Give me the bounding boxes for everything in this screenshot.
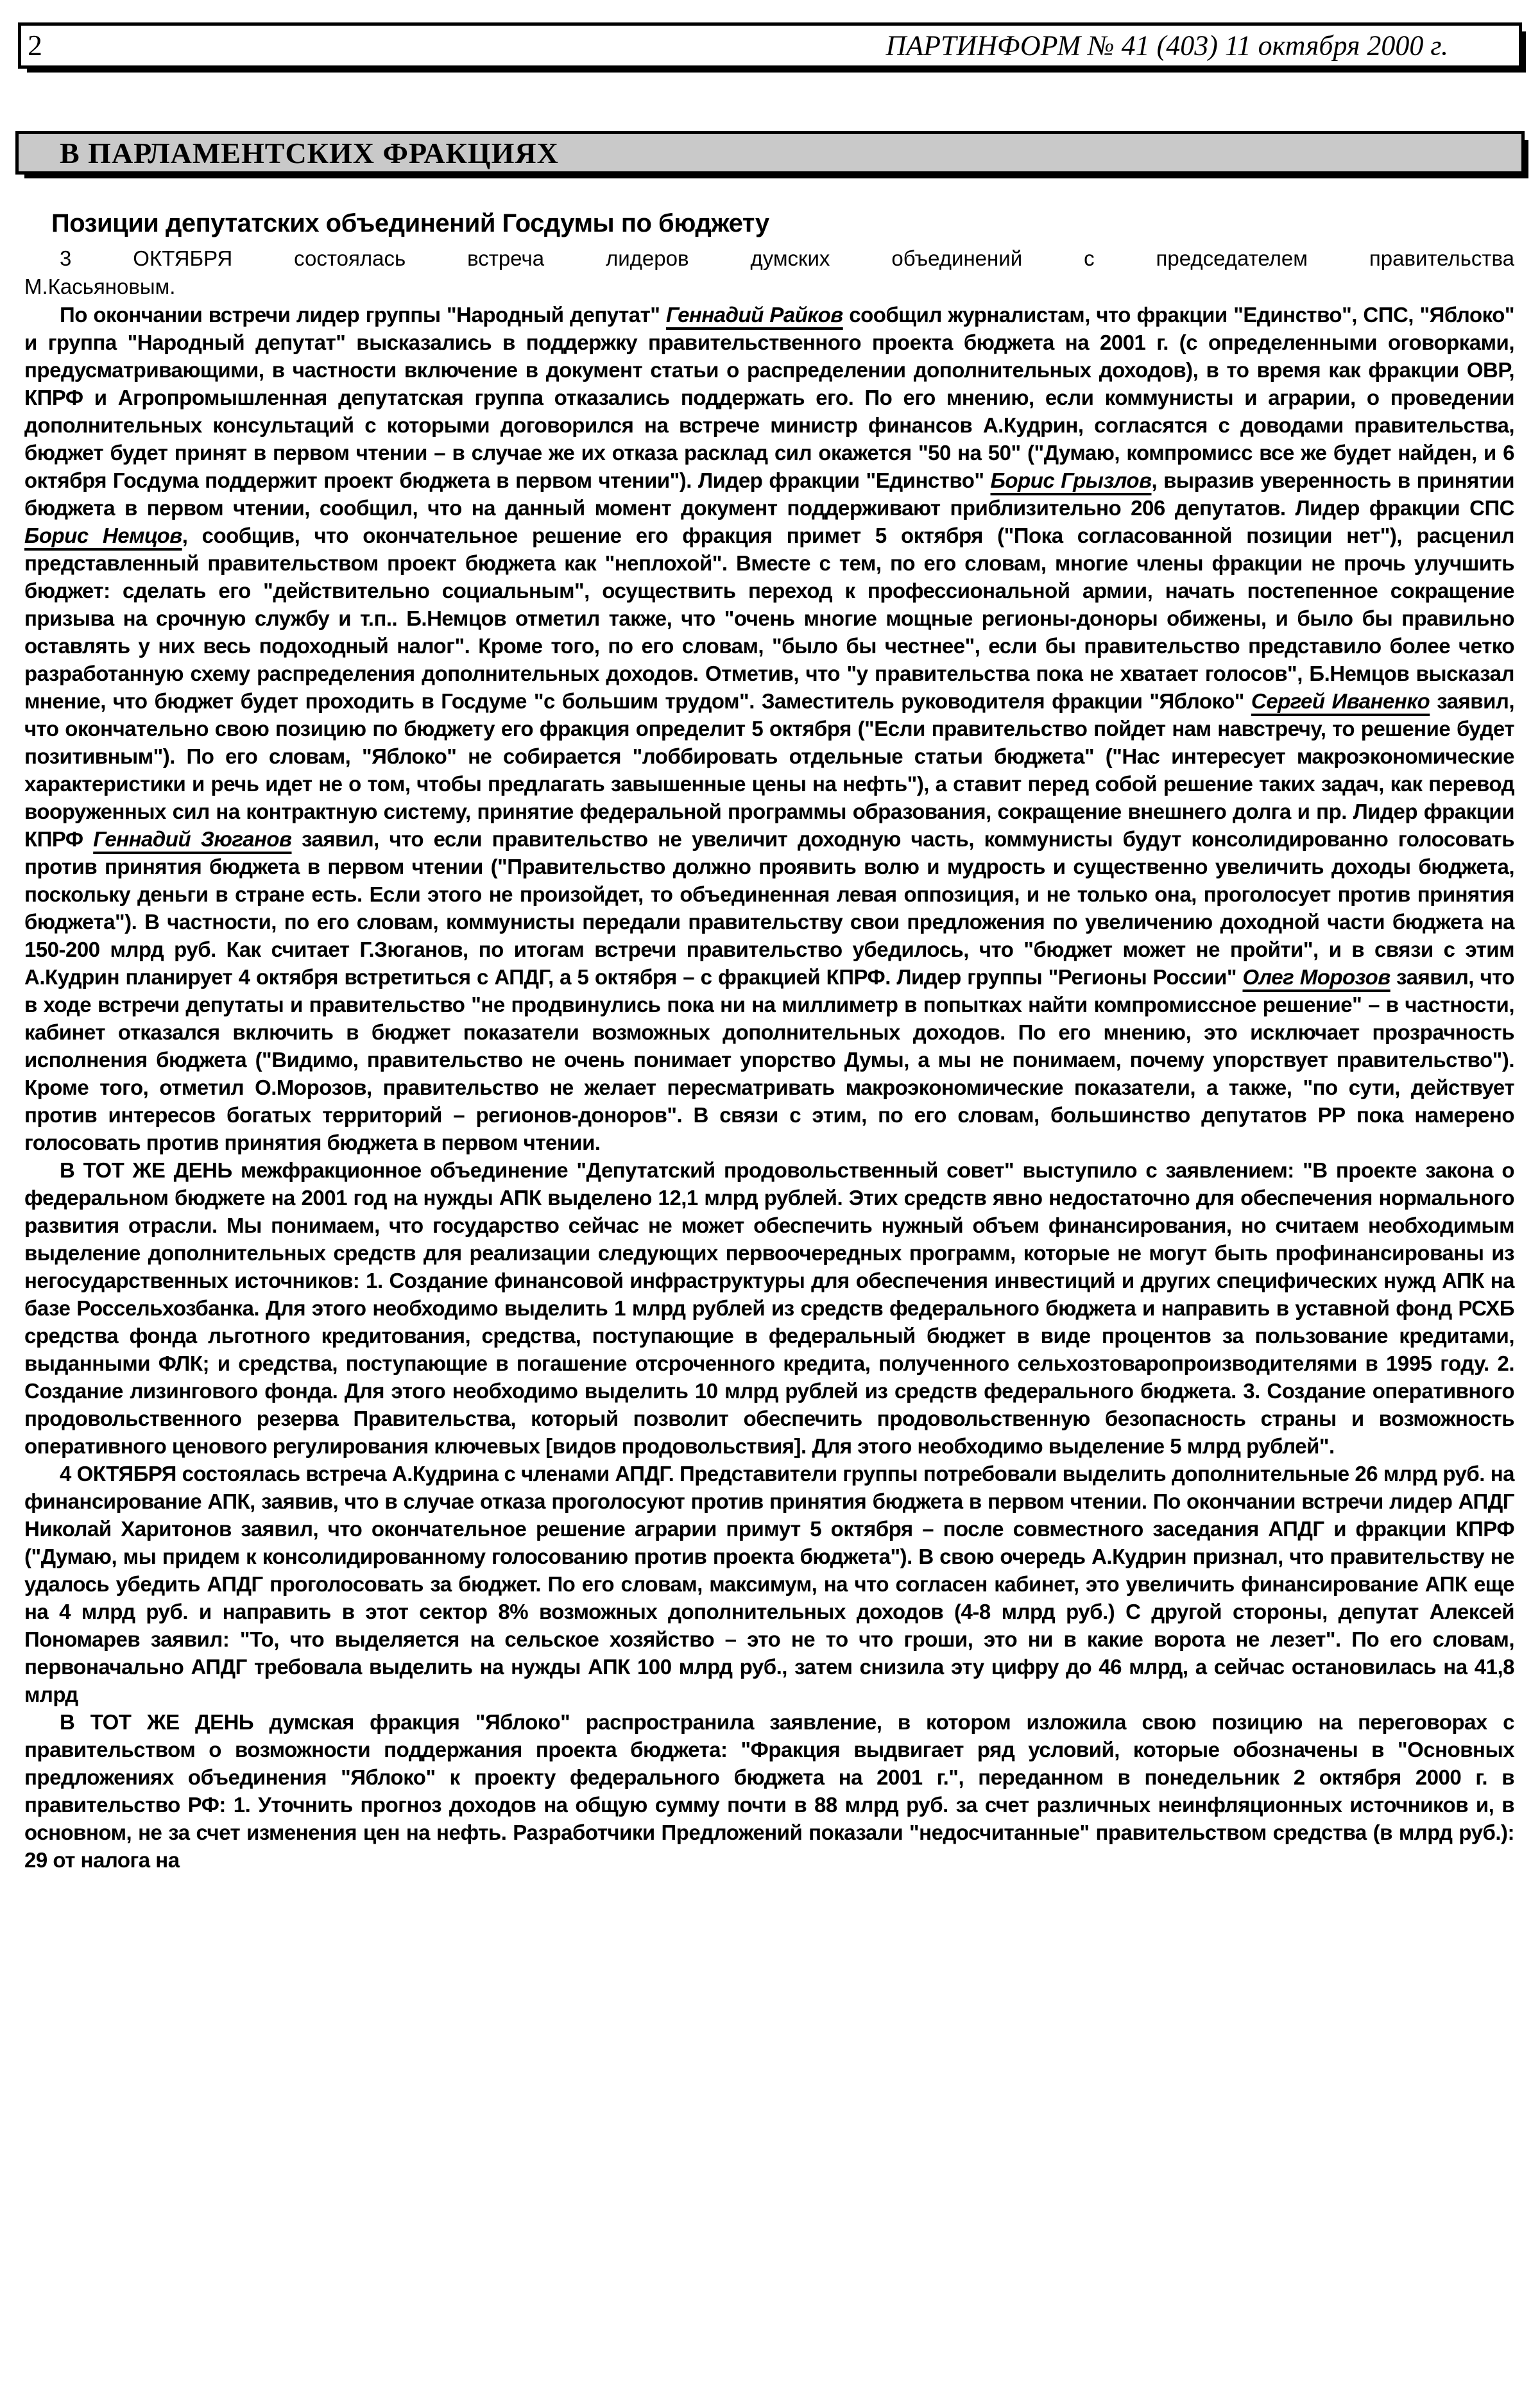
- section-banner: [15, 131, 1525, 175]
- section-banner-label: В ПАРЛАМЕНТСКИХ ФРАКЦИЯХ: [60, 136, 559, 169]
- paragraph-meeting-leaders: [24, 301, 1514, 1156]
- text-segment: По окончании встречи лидер группы "Народный депутат": [60, 303, 666, 327]
- paragraph-food-council-statement: [24, 1156, 1514, 1460]
- text-segment: В ТОТ ЖЕ ДЕНЬ межфракционное объединение "Депутатский продовольственный совет" выступило с заявлением: "В проекте закона о федеральном бюджете на 2001 год на нужды АПК выделено 12,1 млрд рублей. Этих средств явно недостаточно для обеспечения нормального развития отрасли. Мы понимаем, что государство сейчас не может обеспечить нужный объем финансирования, но считаем необходимым выделение дополнительных средств для реализации следующих первоочередных программ, которые не могут быть профинансированы из негосударственных источников: 1. Создание финансовой инфраструктуры для обеспечения инвестиций и других специфических нужд АПК на базе Россельхозбанка. Для этого необходимо выделить 1 млрд рублей из средств федерального бюджета и направить в уставной фонд РСХБ средства фонда льготного кредитования, средства, поступающие в федеральный бюджет в виде процентов за пользование кредитами, выданными ФЛК; и средства, поступающие в погашение отсроченного кредита, полученного сельхозтоваропроизводителями в 1995 году. 2. Создание лизингового фонда. Для этого необходимо выделить 10 млрд рублей из средств федерального бюджета. 3. Создание оперативного продовольственного резерва Правительства, который позволит обеспечить продовольственную безопасность страны и возможность оперативного ценового регулирования ключевых [видов продовольствия]. Для этого необходимо выделение 5 млрд рублей".: [24, 1158, 1514, 1458]
- article-body: [24, 209, 1514, 1874]
- lead-paragraph: [24, 244, 1514, 301]
- text-segment: заявил, что если правительство не увеличит доходную часть, коммунисты будут консолидированно голосовать против принятия бюджета в первом чтении ("Правительство должно проявить волю и мудрость и существенно увеличить доходы бюджета, поскольку деньги в стране есть. Если этого не произойдет, то объединенная левая оппозиция, и не только она, проголосует против принятия бюджета"). В частности, по его словам, коммунисты передали правительству свои предложения по увеличению доходной части бюджета на 150-200 млрд руб. Как считает Г.Зюганов, по итогам встречи правительство убедилось, что "бюджет может не пройти", и в связи с этим А.Кудрин планирует 4 октября встретиться с АПДГ, а 5 октября – с фракцией КПРФ. Лидер группы "Регионы России": [24, 827, 1514, 989]
- paragraph-kudrin-apdg-meeting: [24, 1460, 1514, 1708]
- person-name: Геннадий Зюганов: [93, 827, 292, 851]
- text-segment: 4 ОКТЯБРЯ состоялась встреча А.Кудрина с членами АПДГ. Представители группы потребовали выделить дополнительные 26 млрд руб. на финансирование АПК, заявив, что в случае отказа проголосуют против принятия бюджета в первом чтении. По окончании встречи лидер АПДГ Николай Харитонов заявил, что окончательное решение аграрии примут 5 октября – после совместного заседания АПДГ и фракции КПРФ ("Думаю, мы придем к консолидированному голосованию против проекта бюджета"). В свою очередь А.Кудрин признал, что правительству не удалось убедить АПДГ проголосовать за бюджет. По его словам, максимум, на что согласен кабинет, это увеличить финансирование АПК еще на 4 млрд руб. и направить в этот сектор 8% возможных дополнительных доходов (4-8 млрд руб.) С другой стороны, депутат Алексей Пономарев заявил: "То, что выделяется на сельское хозяйство – это не то что гроши, это ни в какие ворота не лезет". По его словам, первоначально АПДГ требовала выделить на нужды АПК 100 млрд руб., затем снизила эту цифру до 46 млрд, а сейчас остановилась на 41,8 млрд: [24, 1462, 1514, 1706]
- text-segment: , выразив уверенность в принятии бюджета в первом чтении, сообщил, что на данный момент документ поддерживают приблизительно 206 депутатов. Лидер фракции СПС: [24, 468, 1514, 520]
- page-number: 2: [28, 29, 42, 62]
- text-segment: заявил, что в ходе встречи депутаты и правительство "не продвинулись пока ни на миллиметр в попытках найти компромиссное решение" – в частности, кабинет отказался включить в бюджет показатели возможных дополнительных доходов. По его мнению, это исключает прозрачность исполнения бюджета ("Видимо, правительство не очень понимает упорство Думы, а мы не понимаем, почему упорствует правительство"). Кроме того, отметил О.Морозов, правительство не желает пересматривать макроэкономические показатели, а также, "по сути, действует против интересов богатых территорий – регионов-доноров". В связи с этим, по его словам, большинство депутатов РР пока намерено голосовать против принятия бюджета в первом чтении.: [24, 965, 1514, 1154]
- text-segment: сообщил журналистам, что фракции "Единство", СПС, "Яблоко" и группа "Народный депутат" высказались в поддержку правительственного проекта бюджета на 2001 г. (с определенными оговорками, предусматривающими, в частности включение в документ статьи о распределении дополнительных доходов), в то время как фракции ОВР, КПРФ и Агропромышленная депутатская группа отказались поддержать его. По его мнению, если коммунисты и аграрии, о проведении дополнительных консультаций с которыми договорился на встрече министр финансов А.Кудрин, согласятся с доводами правительства, бюджет будет принят в первом чтении – в случае же их отказа расклад сил окажется "50 на 50" ("Думаю, компромисс все же будет найден, и 6 октября Госдума поддержит проект бюджета в первом чтении"). Лидер фракции "Единство": [24, 303, 1514, 492]
- text-segment: заявил, что окончательно свою позицию по бюджету его фракция определит 5 октября ("Если правительство пойдет нам навстречу, то решение будет позитивным"). По его словам, "Яблоко" не собирается "лоббировать отдельные статьи бюджета" ("Нас интересует макроэкономические характеристики и речь идет не о том, чтобы предлагать завышенные цены на нефть"), а ставит перед собой решение таких задач, как перевод вооруженных сил на контрактную систему, принятие федеральной программы образования, сокращение внешнего долга и пр. Лидер фракции КПРФ: [24, 689, 1514, 851]
- paragraph-yabloko-statement: [24, 1708, 1514, 1874]
- person-name: Геннадий Райков: [665, 303, 843, 327]
- person-name: Олег Морозов: [1242, 965, 1390, 989]
- text-segment: В ТОТ ЖЕ ДЕНЬ думская фракция "Яблоко" распространила заявление, в котором изложила свою позицию на переговорах с правительством о возможности поддержания проекта бюджета: "Фракция выдвигает ряд условий, которые обозначены в "Основных предложениях объединения "Яблоко" к проекту федерального бюджета на 2001 г.", переданном в понедельник 2 октября 2000 г. в правительство РФ: 1. Уточнить прогноз доходов на общую сумму почти в 88 млрд руб. за счет различных неинфляционных источников и, в основном, не за счет изменения цен на нефть. Разработчики Предложений показали "недосчитанные" правительством средства (в млрд руб.): 29 от налога на: [24, 1710, 1514, 1872]
- lead-line: М.Касьяновым.: [24, 275, 176, 298]
- text-segment: , сообщив, что окончательное решение его фракция примет 5 октября ("Пока согласованной позиции нет"), расценил представленный правительством проект бюджета как "неплохой". Вместе с тем, по его словам, многие члены фракции не прочь улучшить бюджет: сделать его "действительно социальным", осуществить переход к профессиональной армии, начать постепенное сокращение призыва на срочную службу и т.п.. Б.Немцов отметил также, что "очень многие мощные регионы-доноры обижены, и было бы правильно оставлять у них весь подоходный налог". Кроме того, по его словам, "было бы честнее", если бы правительство представило более четко разработанную схему распределения дополнительных доходов. Отметив, что "у правительства пока не хватает голосов", Б.Немцов высказал мнение, что бюджет будет проходить в Госдуме "с большим трудом". Заместитель руководителя фракции "Яблоко": [24, 524, 1515, 713]
- issue-title: ПАРТИНФОРМ № 41 (403) 11 октября 2000 г.: [886, 30, 1448, 62]
- page-header: [18, 22, 1522, 69]
- person-name: Борис Немцов: [24, 524, 182, 547]
- lead-line: 3 ОКТЯБРЯ состоялась встреча лидеров думских объединений с председателем правительства: [60, 246, 1514, 270]
- person-name: Борис Грызлов: [990, 468, 1152, 492]
- article-title: Позиции депутатских объединений Госдумы по бюджету: [51, 209, 769, 237]
- person-name: Сергей Иваненко: [1251, 689, 1430, 713]
